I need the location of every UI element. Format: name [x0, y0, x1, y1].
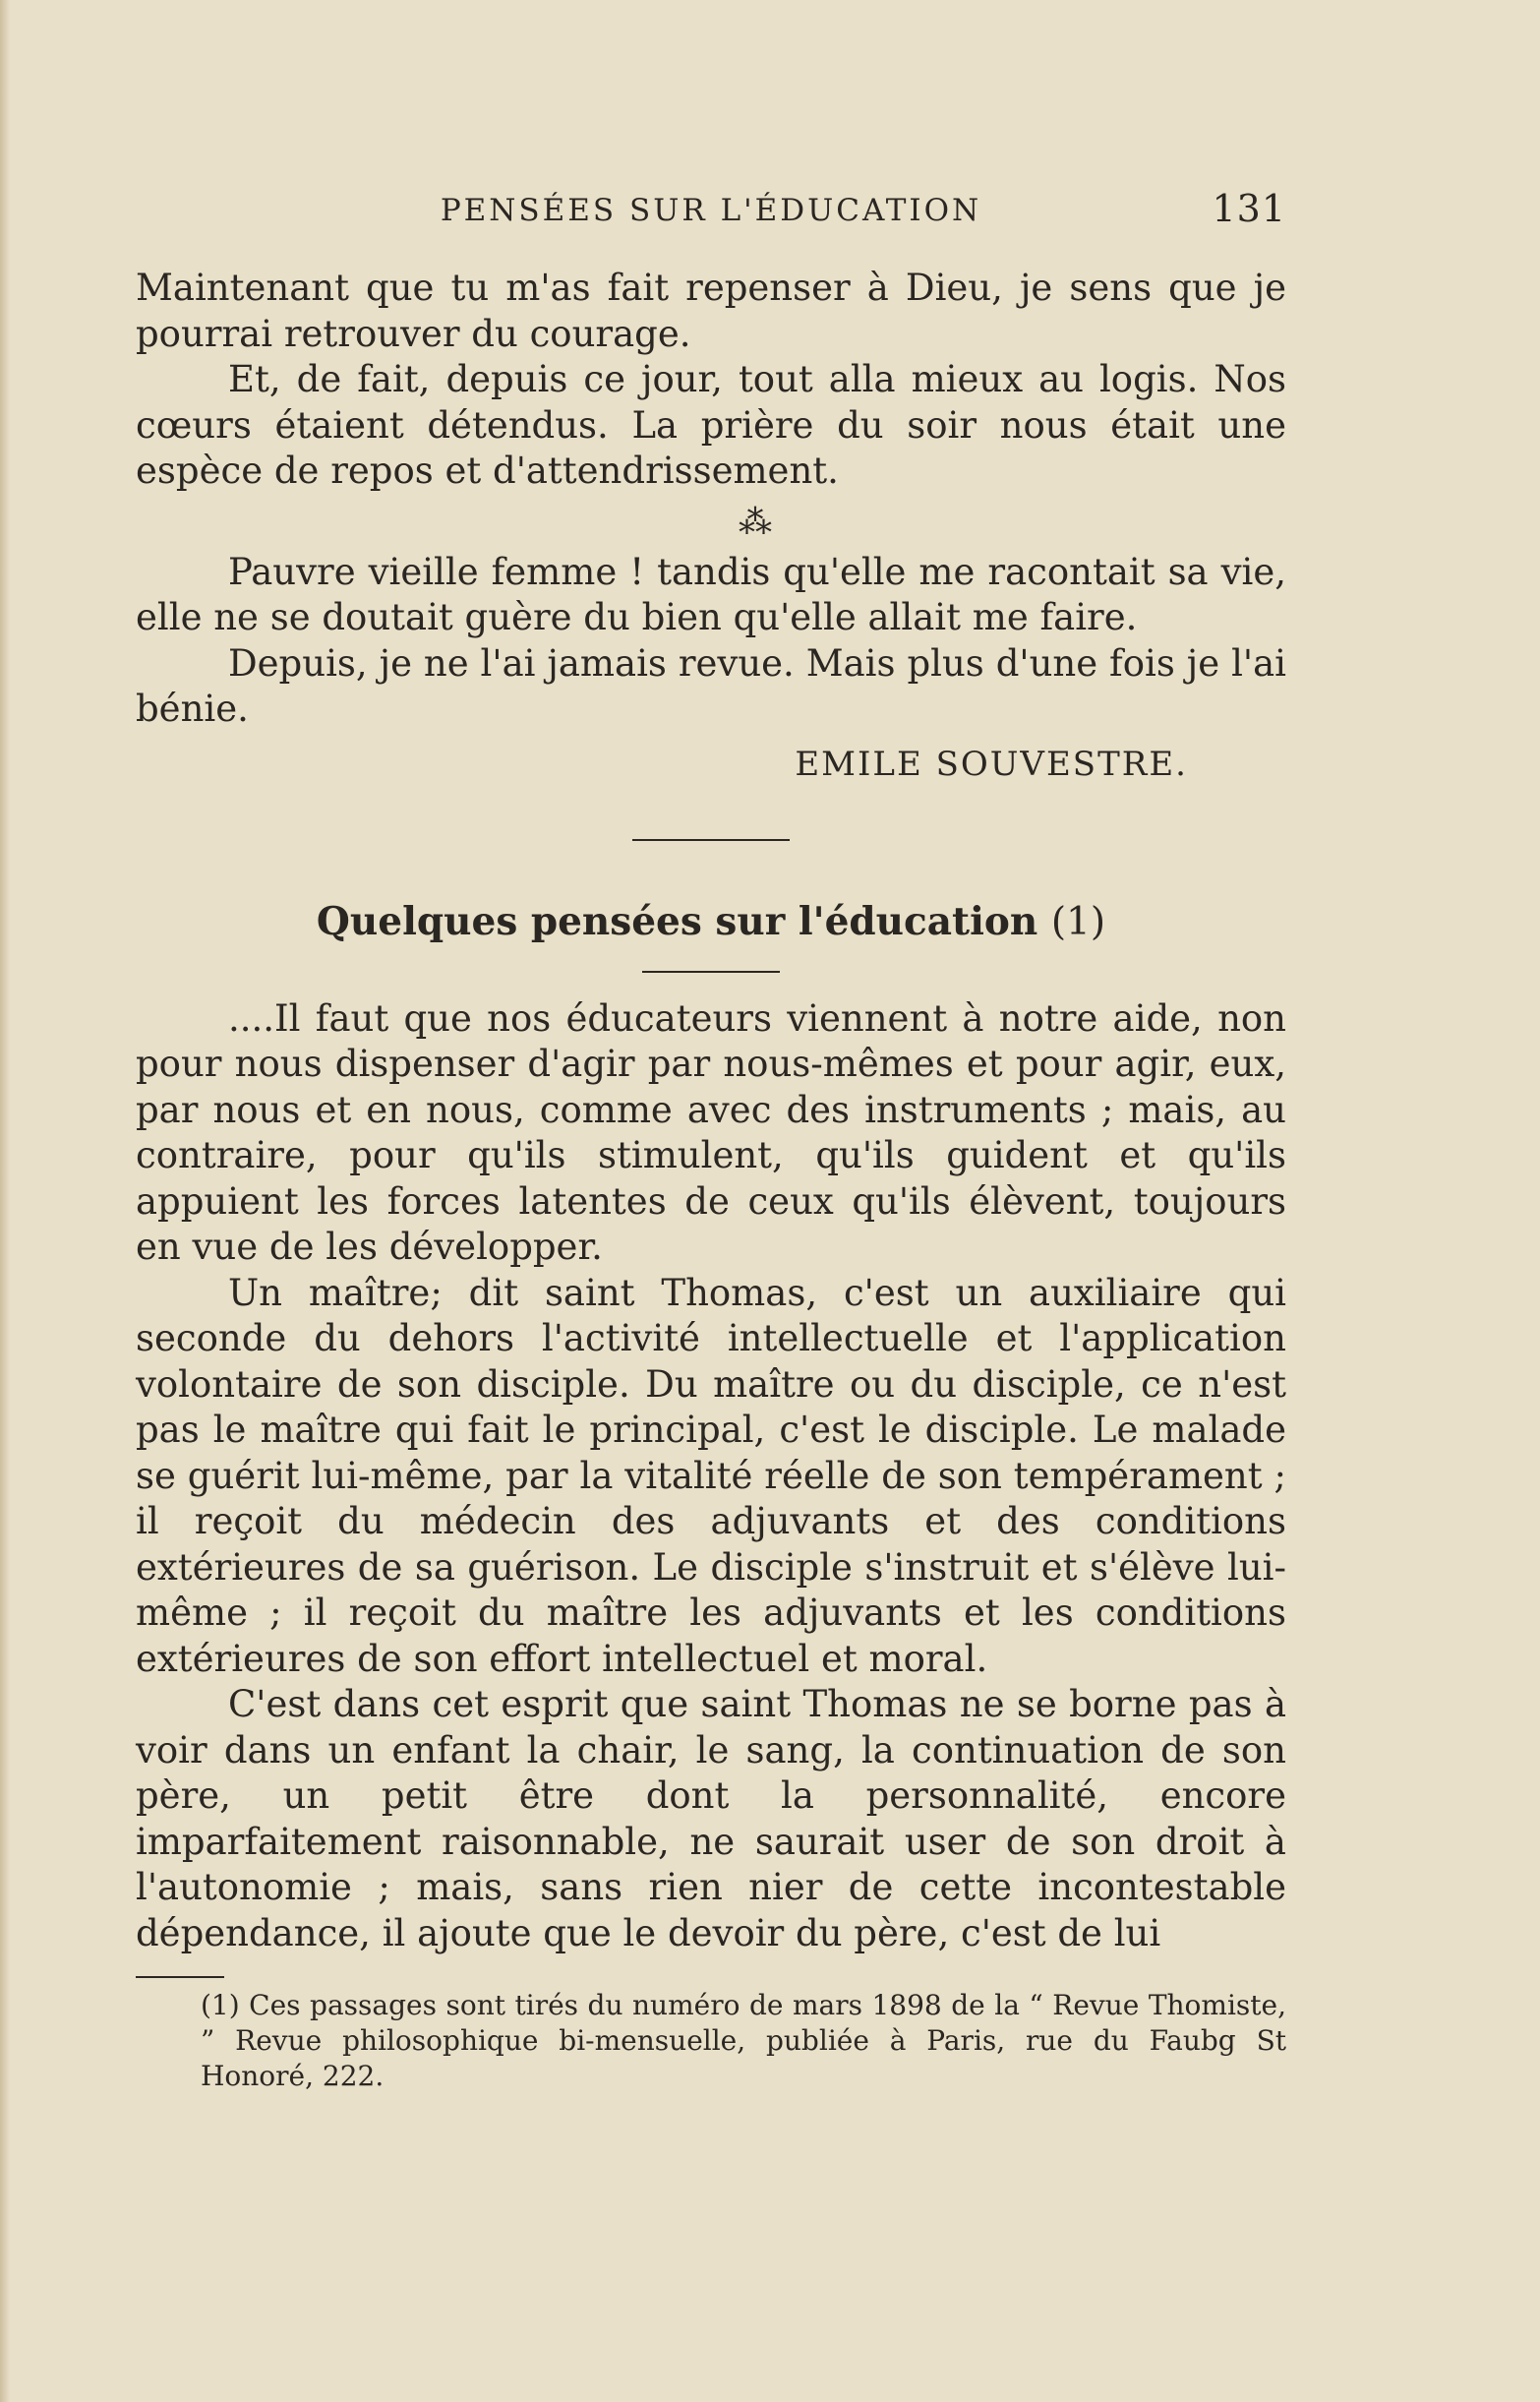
section-title — [136, 892, 1286, 951]
page-number: 131 — [1212, 187, 1286, 230]
asterism-separator: ⁂ — [739, 502, 772, 542]
story-paragraph-2: Et, de fait, depuis ce jour, tout alla mieux au logis. Nos cœurs étaient détendus. La prière du soir nous était une espèce de repos et d'attendrissement. — [136, 358, 1286, 492]
section-paragraph-1: ....Il faut que nos éducateurs viennent à notre aide, non pour nous dispenser d'agir par nous-mêmes et pour agir, eux, par nous et en nous, comme avec des instruments ; mais, au contraire, pour qu'ils stimulent, qu'ils guident et qu'ils appuient les forces latentes de ceux qu'ils élèvent, toujours en vue de les développer. — [136, 996, 1286, 1268]
section-title-text: Quelques pensées sur l'éducation — [316, 898, 1038, 944]
footnote — [136, 1988, 1286, 2094]
section-paragraph-2: Un maître; dit saint Thomas, c'est un auxiliaire qui seconde du dehors l'activité intellectuelle et l'application volontaire de son disciple. Du maître ou du disciple, ce n'est pas le maître qui fait le principal, c'est le disciple. Le malade se guérit lui-même, par la vitalité réelle de son tempérament ; il reçoit du médecin des adjuvants et des conditions extérieures de sa guérison. Le disciple s'instruit et s'élève lui-même ; il reçoit du maître les adjuvants et les conditions extérieures de son effort intellectuel et moral. — [136, 1271, 1286, 1680]
section-paragraph-3: C'est dans cet esprit que saint Thomas ne se borne pas à voir dans un enfant la chair, le sang, la continuation de son père, un petit être dont la personnalité, encore imparfaitement raisonnable, ne saurait user de son droit à l'autonomie ; mais, sans rien nier de cette incontestable dépendance, il ajoute que le devoir du père, c'est de lui — [136, 1683, 1286, 1954]
story-paragraph-1: Maintenant que tu m'as fait repenser à Dieu, je sens que je pourrai retrouver du courage. — [136, 267, 1286, 355]
footnote-reference: (1) — [1050, 899, 1106, 944]
author-signature: EMILE SOUVESTRE. — [795, 744, 1188, 784]
title-underline-rule — [642, 971, 780, 973]
page-binding-edge — [0, 0, 10, 2402]
running-head — [136, 187, 1286, 236]
book-page — [136, 187, 1286, 2094]
section-divider — [632, 839, 790, 841]
footnote-rule — [136, 1976, 224, 1978]
story-closing-paragraph-1: Pauvre vieille femme ! tandis qu'elle me racontait sa vie, elle ne se doutait guère du bien qu'elle allait me faire. — [136, 550, 1286, 638]
running-title: PENSÉES SUR L'ÉDUCATION — [440, 193, 982, 228]
story-closing-paragraph-2: Depuis, je ne l'ai jamais revue. Mais plus d'une fois je l'ai bénie. — [136, 641, 1286, 730]
footnote-text: (1) Ces passages sont tirés du numéro de mars 1898 de la “ Revue Thomiste, ” Revue philosophique bi-mensuelle, publiée à Paris, rue du Faubg St Honoré, 222. — [201, 1989, 1286, 2092]
